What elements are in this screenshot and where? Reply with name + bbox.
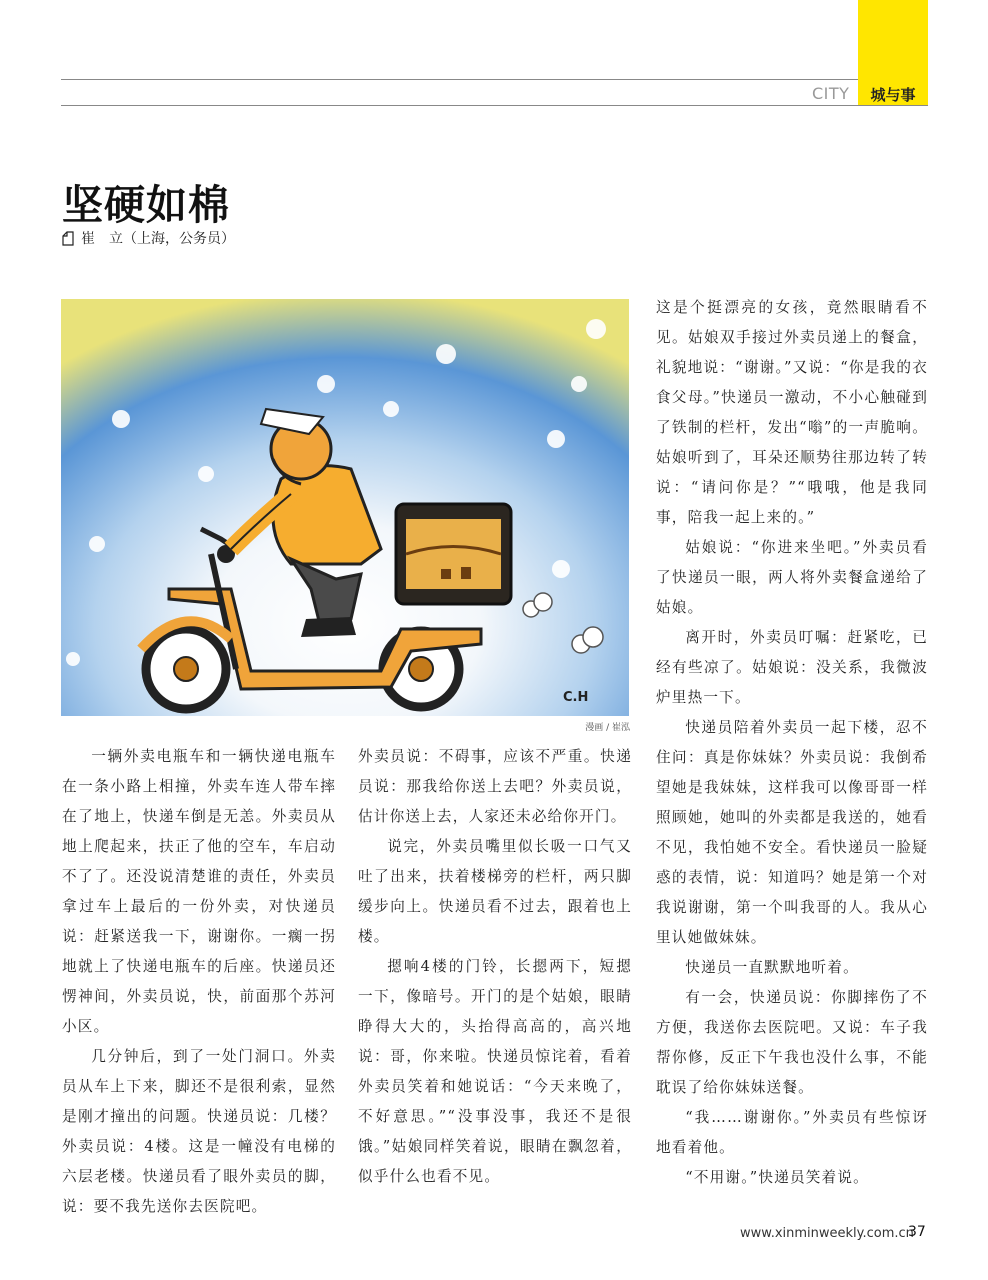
page-number: 37 — [908, 1224, 926, 1240]
pen-icon — [61, 231, 75, 246]
paragraph: 姑娘说：“你进来坐吧。”外卖员看了快递员一眼，两人将外卖餐盒递给了姑娘。 — [656, 539, 928, 616]
paragraph: 快递员一直默默地听着。 — [685, 959, 859, 976]
paragraph: 说完，外卖员嘴里似长吸一口气又吐了出来，扶着楼梯旁的栏杆，两只脚缓步向上。快递员看不过去，跟着也上楼。 — [358, 838, 632, 945]
header-rule-bottom — [61, 105, 928, 106]
paragraph: 几分钟后，到了一处门洞口。外卖员从车上下来，脚还不是很利索，显然是刚才撞出的问题。快递员说：几楼？外卖员说：4楼。这是一幢没有电梯的六层老楼。快递员看了眼外卖员的脚，说：要不我先送你去医院吧。 — [62, 1048, 336, 1215]
article-column-1 — [62, 742, 336, 1222]
article-title: 坚硬如棉 — [62, 181, 230, 229]
section-label-cn: 城与事 — [870, 86, 916, 104]
paragraph: 这是个挺漂亮的女孩，竟然眼睛看不见。姑娘双手接过外卖员递上的餐盒，礼貌地说：“谢谢。”又说：“你是我的衣食父母。”快递员一激动，不小心触碰到了铁制的栏杆，发出“嗡”的一声脆响。姑娘听到了，耳朵还顺势往那边转了转说：“请问你是？”“哦哦，他是我同事，陪我一起上来的。” — [656, 299, 928, 526]
paragraph: 有一会，快递员说：你脚摔伤了不方便，我送你去医院吧。又说：车子我帮你修，反正下午我也没什么事，不能耽误了给你妹妹送餐。 — [656, 989, 928, 1096]
byline-text: 崔 立（上海，公务员） — [81, 231, 235, 247]
illustration — [61, 299, 629, 716]
paragraph: 离开时，外卖员叮嘱：赶紧吃，已经有些凉了。姑娘说：没关系，我微波炉里热一下。 — [656, 629, 928, 706]
illustration-signature: C.H — [563, 690, 589, 705]
paragraph: 快递员陪着外卖员一起下楼，忍不住问：真是你妹妹？外卖员说：我倒希望她是我妹妹，这样我可以像哥哥一样照顾她，她叫的外卖都是我送的，她看不见，我怕她不安全。看快递员一脸疑惑的表情，说：知道吗？她是第一个对我说谢谢，第一个叫我哥的人。我从心里认她做妹妹。 — [656, 719, 928, 946]
paragraph: “不用谢。”快递员笑着说。 — [685, 1169, 869, 1186]
illustration-credit: 漫画 / 崔泓 — [585, 723, 630, 733]
paragraph: 外卖员说：不碍事，应该不严重。快递员说：那我给你送上去吧？外卖员说，估计你送上去，人家还未必给你开门。 — [358, 748, 632, 825]
header-rule-top — [61, 79, 858, 80]
footer-url: www.xinminweekly.com.cn — [740, 1226, 914, 1241]
article-column-2 — [358, 742, 632, 1192]
paragraph: 摁响4楼的门铃，长摁两下，短摁一下，像暗号。开门的是个姑娘，眼睛睁得大大的，头抬得高高的，高兴地说：哥，你来啦。快递员惊诧着，看着外卖员笑着和她说话：“今天来晚了，不好意思。”“没事没事，我还不是很饿。”姑娘同样笑着说，眼睛在飘忽着，似乎什么也看不见。 — [358, 958, 632, 1185]
paragraph: “我……谢谢你。”外卖员有些惊讶地看着他。 — [656, 1109, 928, 1156]
article-column-3 — [656, 293, 928, 1193]
paragraph: 一辆外卖电瓶车和一辆快递电瓶车在一条小路上相撞，外卖车连人带车摔在了地上，快递车倒是无恙。外卖员从地上爬起来，扶正了他的空车，车启动不了了。还没说清楚谁的责任，外卖员拿过车上最后的一份外卖，对快递员说：赶紧送我一下，谢谢你。一瘸一拐地就上了快递电瓶车的后座。快递员还愣神间，外卖员说，快，前面那个苏河小区。 — [62, 748, 336, 1035]
byline — [61, 228, 235, 248]
section-label-en: CITY — [812, 84, 850, 103]
